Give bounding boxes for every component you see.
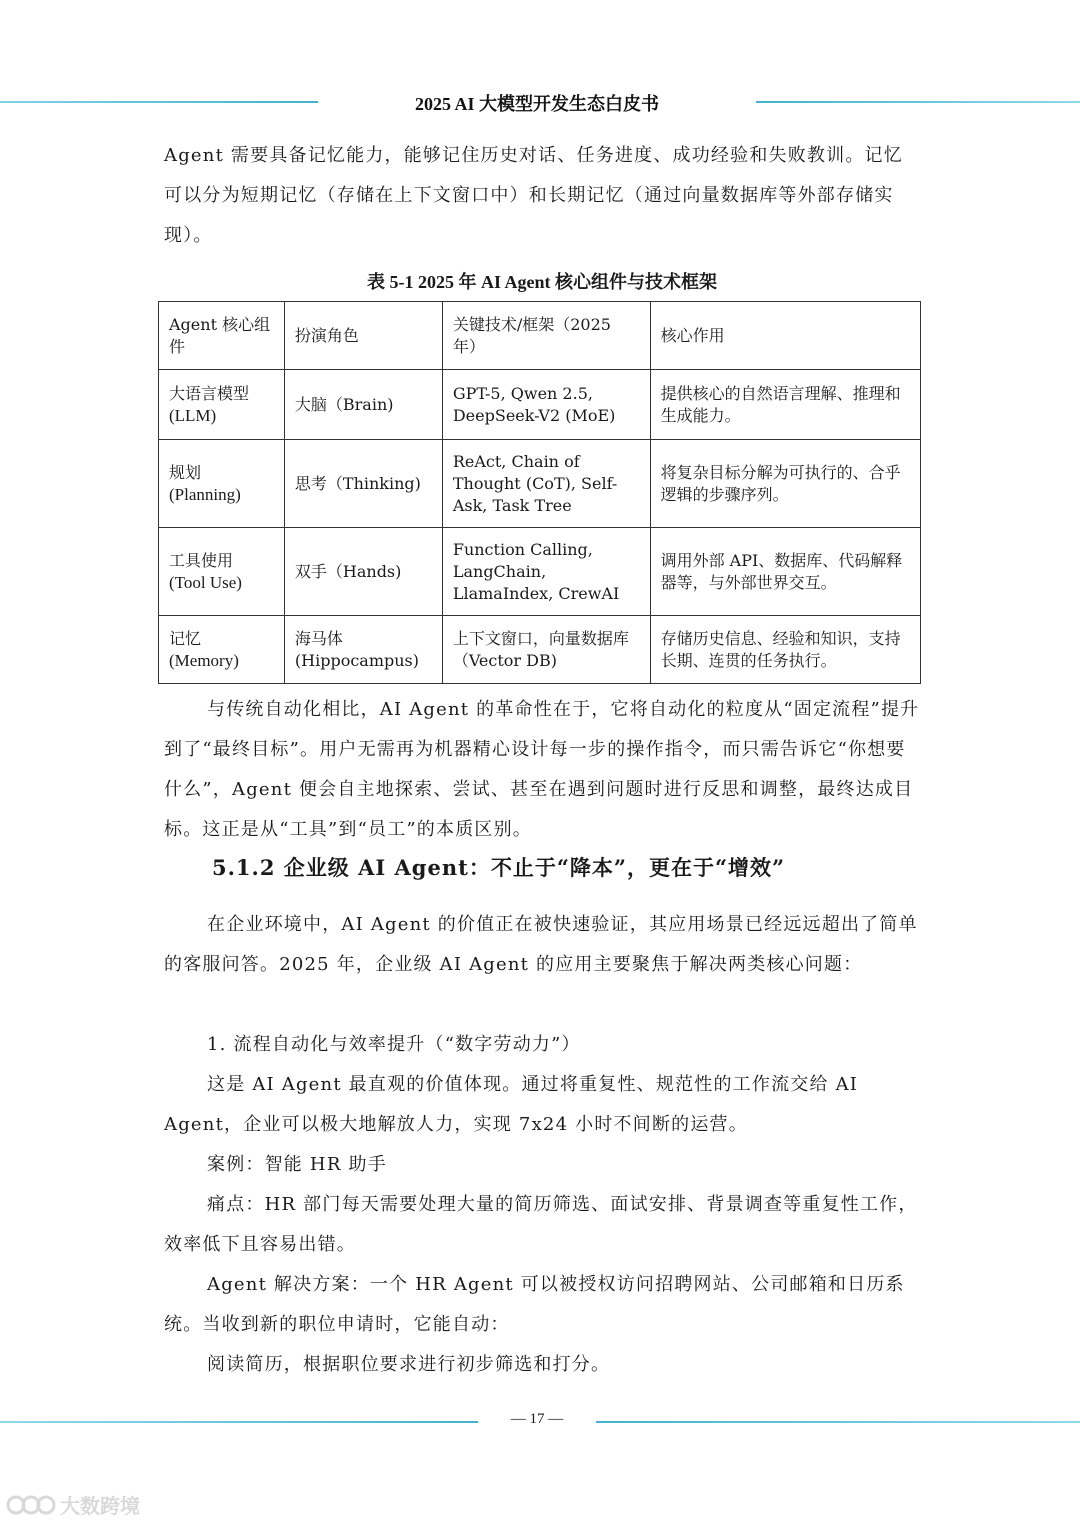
component-name-en: (Memory) bbox=[169, 650, 239, 670]
table-row bbox=[159, 528, 921, 616]
table-cell-tech: ReAct, Chain of Thought (CoT), Self-Ask, Task Tree bbox=[442, 440, 650, 528]
footer-rule-right bbox=[596, 1421, 1080, 1423]
table-cell-purpose: 提供核心的自然语言理解、推理和生成能力。 bbox=[650, 370, 920, 440]
table-header-cell: Agent 核心组件 bbox=[159, 302, 285, 370]
watermark bbox=[6, 1490, 140, 1519]
table-cell-component bbox=[159, 616, 285, 684]
table-cell-purpose: 将复杂目标分解为可执行的、合乎逻辑的步骤序列。 bbox=[650, 440, 920, 528]
table-row bbox=[159, 616, 921, 684]
component-name: 工具使用 bbox=[169, 550, 234, 570]
table-row bbox=[159, 440, 921, 528]
table-cell-component bbox=[159, 528, 285, 616]
table-cell-role: 海马体 (Hippocampus) bbox=[284, 616, 442, 684]
component-name: 记忆 bbox=[169, 628, 202, 648]
paragraph-memory: Agent 需要具备记忆能力，能够记住历史对话、任务进度、成功经验和失败教训。记忆可以分为短期记忆（存储在上下文窗口中）和长期记忆（通过向量数据库等外部存储实现）。 bbox=[164, 145, 903, 246]
table-header-cell: 扮演角色 bbox=[284, 302, 442, 370]
component-name: 规划 bbox=[169, 462, 202, 482]
table-cell-component bbox=[159, 440, 285, 528]
paragraph-intuitive: 这是 AI Agent 最直观的价值体现。通过将重复性、规范性的工作流交给 AI Agent，企业可以极大地解放人力，实现 7x24 小时不间断的运营。 bbox=[164, 1074, 859, 1135]
table-cell-component bbox=[159, 370, 285, 440]
document-header-title: 2025 AI 大模型开发生态白皮书 bbox=[414, 94, 659, 114]
component-name-en: (LLM) bbox=[169, 405, 217, 425]
table-cell-tech: Function Calling, LangChain, LlamaIndex, CrewAI bbox=[442, 528, 650, 616]
paragraph-revolution: 与传统自动化相比，AI Agent 的革命性在于，它将自动化的粒度从“固定流程”提升到了“最终目标”。用户无需再为机器精心设计每一步的操作指令，而只需告诉它“你想要什么”，Agent 便会自主地探索、尝试、甚至在遇到问题时进行反思和调整，最终达成目标。这正是从“工具”到“员工”的本质区别。 bbox=[164, 699, 920, 840]
watermark-text: 大数跨境 bbox=[60, 1494, 140, 1518]
watermark-logo-icon bbox=[6, 1492, 56, 1518]
paragraph-read-resume: 阅读简历，根据职位要求进行初步筛选和打分。 bbox=[207, 1354, 611, 1375]
section-heading: 5.1.2 企业级 AI Agent：不止于“降本”，更在于“增效” bbox=[212, 855, 786, 880]
table-cell-purpose: 调用外部 API、数据库、代码解释器等，与外部世界交互。 bbox=[650, 528, 920, 616]
paragraph-enterprise: 在企业环境中，AI Agent 的价值正在被快速验证，其应用场景已经远远超出了简单的客服问答。2025 年，企业级 AI Agent 的应用主要聚焦于解决两类核心问题： bbox=[164, 914, 918, 975]
table-header-cell: 核心作用 bbox=[650, 302, 920, 370]
header-rule-right bbox=[756, 101, 1080, 103]
table-cell-tech: GPT-5, Qwen 2.5, DeepSeek-V2 (MoE) bbox=[442, 370, 650, 440]
table-header-row bbox=[159, 302, 921, 370]
page-number: — 17 — bbox=[510, 1411, 564, 1427]
table-cell-role: 大脑（Brain) bbox=[284, 370, 442, 440]
component-name: 大语言模型 bbox=[169, 383, 250, 403]
components-table bbox=[158, 301, 921, 684]
footer-rule-left bbox=[0, 1421, 478, 1423]
table-cell-purpose: 存储历史信息、经验和知识，支持长期、连贯的任务执行。 bbox=[650, 616, 920, 684]
table-caption: 表 5-1 2025 年 AI Agent 核心组件与技术框架 bbox=[367, 272, 717, 292]
component-name-en: (Tool Use) bbox=[169, 572, 242, 592]
paragraph-case: 案例：智能 HR 助手 bbox=[207, 1154, 387, 1175]
table-header-cell: 关键技术/框架（2025 年） bbox=[442, 302, 650, 370]
list-item-heading: 1. 流程自动化与效率提升（“数字劳动力”） bbox=[207, 1034, 581, 1055]
table-row bbox=[159, 370, 921, 440]
table-cell-tech: 上下文窗口，向量数据库（Vector DB) bbox=[442, 616, 650, 684]
table-cell-role: 思考（Thinking) bbox=[284, 440, 442, 528]
component-name-en: (Planning) bbox=[169, 484, 241, 504]
header-rule-left bbox=[0, 101, 318, 103]
paragraph-pain-point: 痛点：HR 部门每天需要处理大量的简历筛选、面试安排、背景调查等重复性工作，效率低下且容易出错。 bbox=[164, 1194, 918, 1255]
paragraph-solution: Agent 解决方案：一个 HR Agent 可以被授权访问招聘网站、公司邮箱和日历系统。当收到新的职位申请时，它能自动： bbox=[164, 1274, 905, 1335]
table-cell-role: 双手（Hands) bbox=[284, 528, 442, 616]
